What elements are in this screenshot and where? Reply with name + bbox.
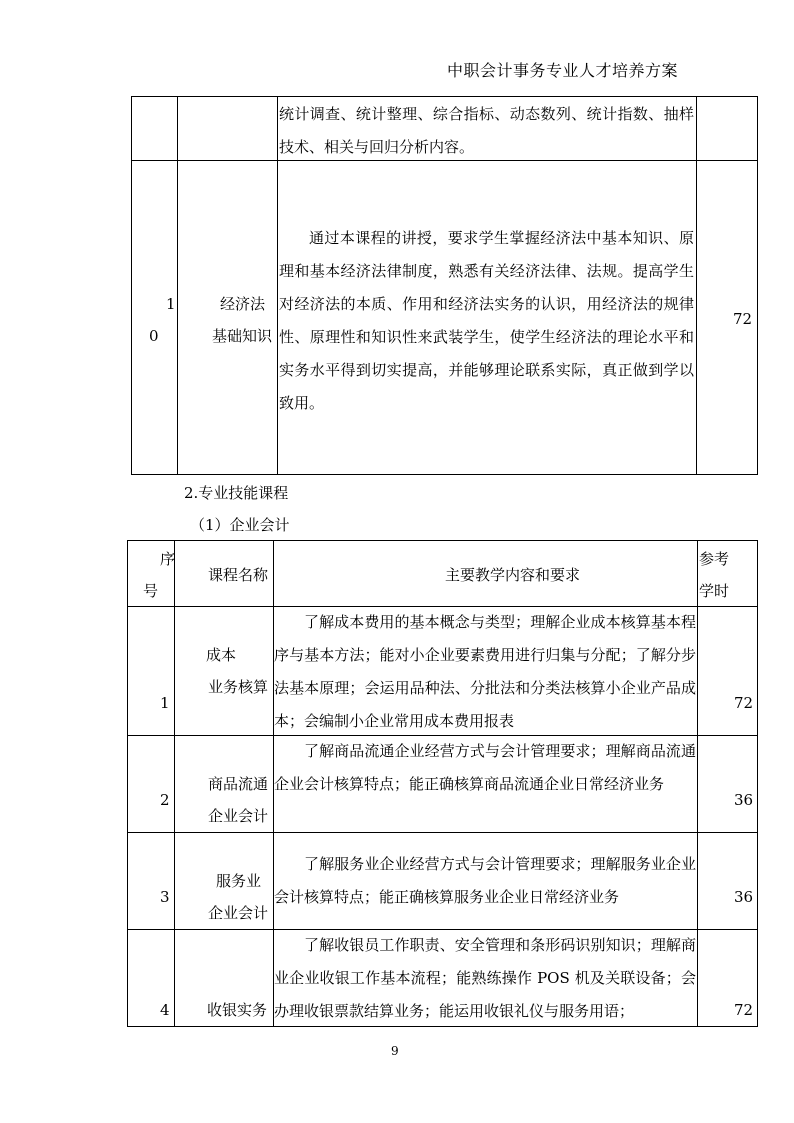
column-header-name: 课程名称	[208, 566, 269, 584]
column-header-hours: 学时	[699, 582, 730, 600]
table-rule	[697, 540, 698, 1027]
table-rule	[131, 96, 132, 475]
table-cell-course-name: 企业会计	[208, 904, 269, 922]
table-cell-number: 1	[166, 295, 176, 313]
table-cell-content: 了解服务业企业经营方式与会计管理要求；理解服务业企业会计核算特点；能正确核算服务业企业日常经济业务	[274, 855, 696, 906]
table-cell-hours: 36	[734, 791, 754, 809]
table-cell-course-name: 商品流通	[208, 775, 269, 793]
table-cell-hours: 36	[734, 888, 754, 906]
page-number: 9	[391, 1044, 399, 1058]
table-cell-course-name: 业务核算	[208, 678, 269, 696]
table-cell-course-name: 企业会计	[208, 807, 269, 825]
table-cell-course-name: 收银实务	[207, 1001, 268, 1019]
table-cell-number: 4	[160, 1001, 170, 1019]
table-cell-course-name: 基础知识	[212, 327, 273, 345]
table-rule	[757, 540, 758, 1027]
table-cell-content: 了解收银员工作职责、安全管理和条形码识别知识；理解商业企业收银工作基本流程；能熟练操作 POS 机及关联设备；会办理收银票款结算业务；能运用收银礼仪与服务用语；	[274, 936, 696, 1020]
table-cell-hours: 72	[733, 310, 753, 328]
table-cell-content: 了解成本费用的基本概念与类型；理解企业成本核算基本程序与基本方法；能对小企业要素费用进行归集与分配；了解分步法基本原理；会运用品种法、分批法和分类法核算小企业产品成本；会编制小企业常用成本费用报表	[274, 613, 696, 730]
section-heading: 2.专业技能课程	[184, 484, 289, 502]
column-header-number: 序	[160, 550, 176, 568]
table-cell-hours: 72	[734, 1001, 754, 1019]
section-subheading: （1）企业会计	[190, 516, 290, 534]
table-rule	[174, 540, 175, 1027]
table-rule	[177, 96, 178, 475]
table-cell-content: 了解商品流通企业经营方式与会计管理要求；理解商品流通企业会计核算特点；能正确核算商品流通企业日常经济业务	[274, 742, 696, 793]
table-cell-content: 统计调查、统计整理、综合指标、动态数列、统计指数、抽样技术、相关与回归分析内容。	[279, 105, 694, 156]
table-cell-number: 2	[160, 791, 170, 809]
table-cell-course-name: 服务业	[216, 872, 262, 890]
table-rule	[696, 96, 697, 475]
column-header-hours: 参考	[699, 550, 730, 568]
table-rule	[127, 540, 128, 1027]
table-rule	[757, 96, 758, 475]
table-rule	[131, 474, 758, 475]
table-cell-course-name: 成本	[206, 646, 237, 664]
table-cell-number: 0	[149, 327, 159, 345]
table-cell-number: 3	[160, 888, 170, 906]
table-rule	[131, 96, 758, 97]
table-cell-number: 1	[160, 694, 170, 712]
table-rule	[127, 540, 758, 541]
table-cell-content: 通过本课程的讲授，要求学生掌握经济法中基本知识、原理和基本经济法律制度，熟悉有关经济法律、法规。提高学生对经济法的本质、作用和经济法实务的认识，用经济法的规律性、原理性和知识性来武装学生，使学生经济法的理论水平和实务水平得到切实提高，并能够理论联系实际，真正做到学以致用。	[279, 229, 694, 412]
table-rule	[277, 96, 278, 475]
table-cell-course-name: 经济法	[220, 295, 266, 313]
column-header-content: 主要教学内容和要求	[445, 566, 581, 584]
table-cell-hours: 72	[734, 694, 754, 712]
document-header-title: 中职会计事务专业人才培养方案	[447, 61, 679, 80]
column-header-number: 号	[143, 582, 159, 600]
